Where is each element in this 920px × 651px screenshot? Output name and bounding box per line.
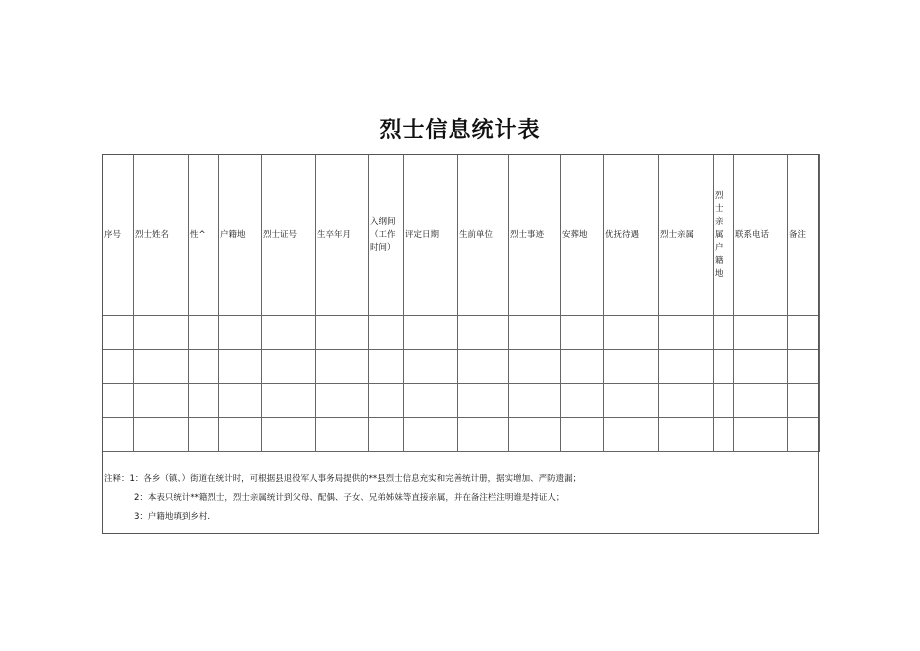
note-line bbox=[104, 489, 816, 508]
notes-label: 注释： bbox=[104, 474, 130, 484]
header-cell: 烈士姓名 bbox=[134, 155, 189, 316]
header-cell: 联系电话 bbox=[734, 155, 788, 316]
header-cell: 生卒年月 bbox=[316, 155, 369, 316]
note-item: 3：户籍地填到乡村. bbox=[134, 512, 211, 522]
note-line bbox=[104, 470, 816, 489]
header-cell: 入纲间（工作时间） bbox=[369, 155, 404, 316]
header-cell: 评定日期 bbox=[404, 155, 458, 316]
header-cell: 户籍地 bbox=[219, 155, 262, 316]
header-cell: 性^ bbox=[189, 155, 219, 316]
header-cell: 烈士亲属户籍地 bbox=[714, 155, 734, 316]
note-item: 2：本表只统计**籍烈士，烈士亲属统计到父母、配偶、子女、兄弟姊妹等直接亲属，并在备注栏注明谁是持证人； bbox=[134, 493, 565, 503]
header-cell: 烈士事迹 bbox=[509, 155, 561, 316]
notes bbox=[104, 470, 816, 527]
note-line bbox=[104, 508, 816, 527]
page-title: 烈士信息统计表 bbox=[379, 118, 541, 143]
header-cell: 安葬地 bbox=[561, 155, 604, 316]
note-item: 1：各乡（镇、）街道在统计时，可根据县退役军人事务局提供的**县烈士信息充实和完善统计册，据实增加、严防遗漏； bbox=[129, 474, 582, 484]
header-cell: 备注 bbox=[788, 155, 820, 316]
header-cell: 生前单位 bbox=[458, 155, 509, 316]
header-cell: 序号 bbox=[103, 155, 134, 316]
header-cell: 优抚待遇 bbox=[604, 155, 659, 316]
header-cell: 烈士亲属 bbox=[659, 155, 714, 316]
header-cell: 烈士证号 bbox=[262, 155, 316, 316]
